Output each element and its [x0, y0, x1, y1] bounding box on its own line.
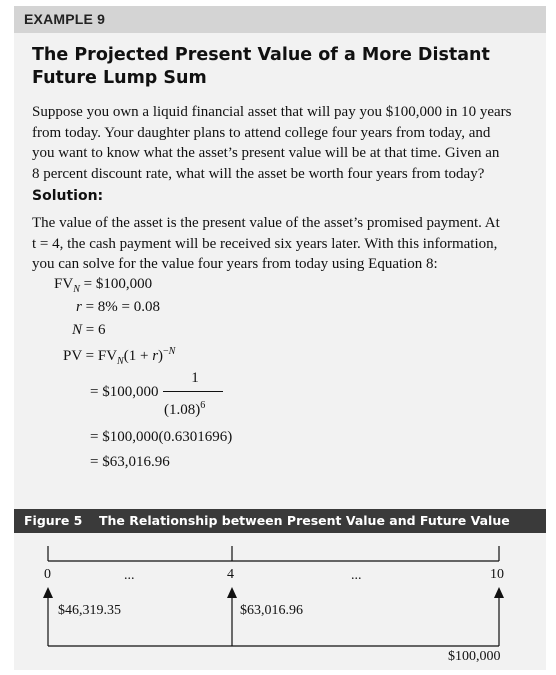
- solution-line: t = 4, the cash payment will be received six years later. With this information,: [32, 235, 498, 252]
- value-t10: $100,000: [448, 649, 501, 664]
- problem-line: from today. Your daughter plans to attend college four years from today, and: [32, 124, 491, 141]
- eq-pv-step2: = $100,000(0.6301696): [90, 429, 233, 445]
- arrowhead-0: [43, 587, 53, 598]
- figure-number: Figure 5: [24, 513, 83, 528]
- problem-line: you want to know what the asset’s present value will be at that time. Given an: [32, 145, 500, 161]
- fraction-numerator: 1: [191, 370, 199, 386]
- eq-r-value: = 8% = 0.08: [85, 299, 161, 315]
- tick-label-4: 4: [227, 567, 234, 582]
- eq-pv-formula: PV = $FV_N(1 + r)^{-N}$: [63, 346, 176, 367]
- eq-pv-step3: = $63,016.96: [90, 454, 170, 470]
- eq-n-value: = 6: [85, 322, 106, 338]
- ellipsis-left: ...: [124, 568, 135, 583]
- example-title: The Projected Present Value of a More Distant Future Lump Sum: [32, 45, 490, 88]
- value-t0: $46,319.35: [58, 603, 121, 618]
- eq-n: N = 6: [72, 322, 106, 338]
- eq-fv: $FV_N$ = $100,000: [54, 276, 153, 295]
- solution-line: The value of the asset is the present value of the asset’s promised payment. At: [32, 215, 500, 231]
- arrowhead-10: [494, 587, 504, 598]
- fraction-exponent: 6: [200, 400, 206, 411]
- fraction-denominator-base: (1.08): [164, 402, 201, 418]
- eq-r: r = 8% = 0.08: [76, 299, 161, 315]
- eq-fv-value: = $100,000: [83, 276, 153, 292]
- arrowhead-4: [227, 587, 237, 598]
- ellipsis-right: ...: [351, 568, 362, 583]
- solution-label: Solution:: [32, 188, 104, 204]
- problem-line: Suppose you own a liquid financial asset that will pay you $100,000 in 10 years: [32, 104, 512, 120]
- problem-line: 8 percent discount rate, what will the asset be worth four years from today?: [32, 165, 485, 182]
- solution-line: you can solve for the value four years from today using Equation 8:: [32, 256, 438, 272]
- timeline-diagram: [14, 6, 546, 670]
- tick-label-0: 0: [44, 567, 51, 582]
- tick-label-10: 10: [490, 567, 504, 582]
- figure-title: The Relationship between Present Value and Future Value: [99, 513, 510, 528]
- example-label: EXAMPLE 9: [24, 11, 106, 27]
- value-t4: $63,016.96: [240, 603, 303, 618]
- example-box: [14, 6, 546, 670]
- eq-pv-step1-prefix: = $100,000: [90, 384, 159, 400]
